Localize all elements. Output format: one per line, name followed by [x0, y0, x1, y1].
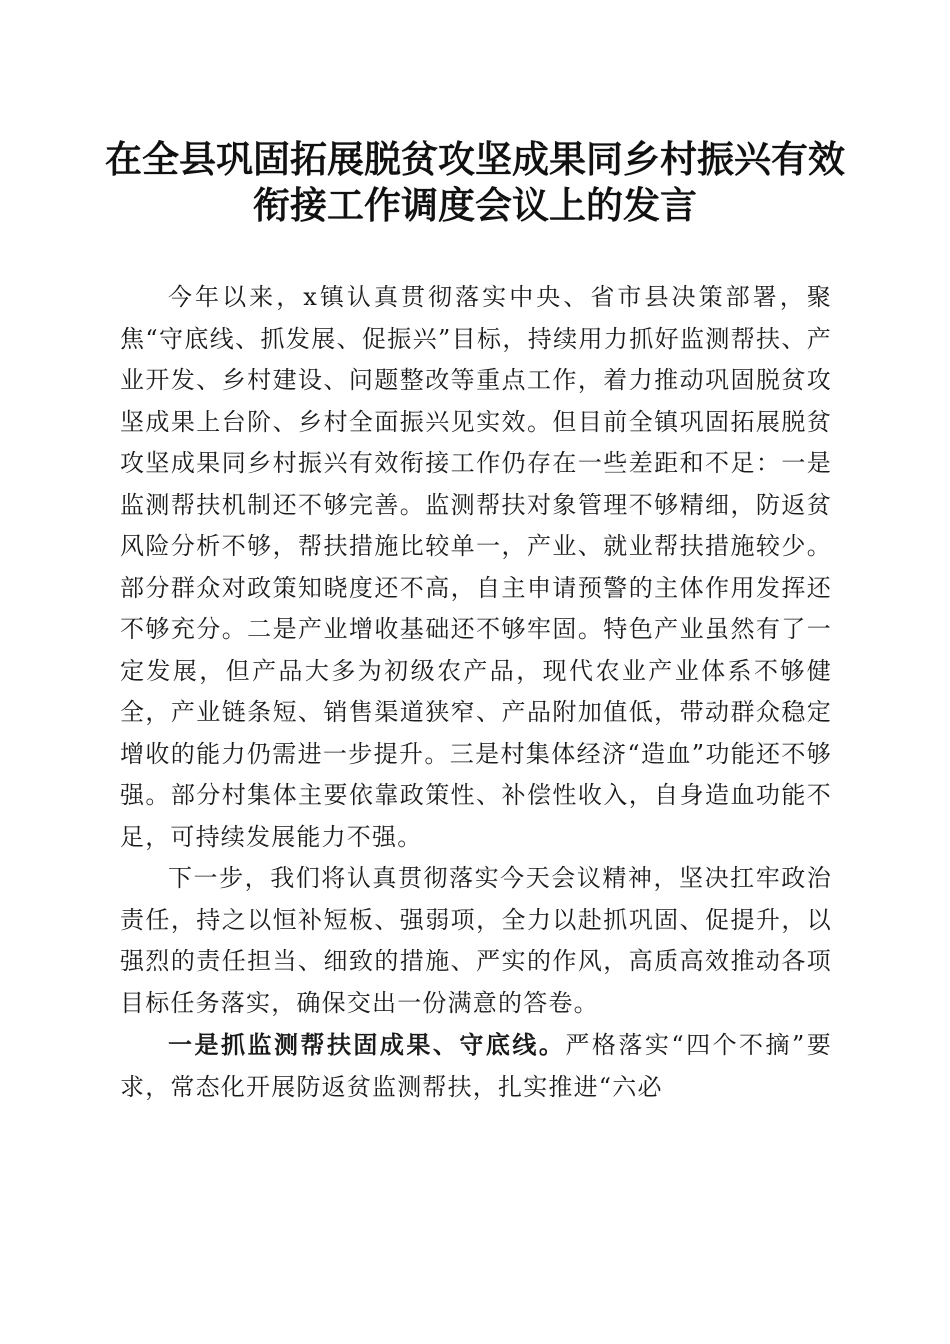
paragraph-3-lead: 一是抓监测帮扶固成果、守底线。	[168, 1030, 566, 1059]
title-line-2: 衔接工作调度会议上的发言	[253, 183, 697, 227]
paragraph-3-text: 严格落实“四个不摘”要求，常态化开展防返贫监测帮扶，扎实推进“六必	[120, 1031, 832, 1101]
paragraph-2: 下一步，我们将认真贯彻落实今天会议精神，坚决扛牢政治责任，持之以恒补短板、强弱项，全力以赴抓巩固、促提升，以强烈的责任担当、细致的措施、严实的作风，高质高效推动各项目标任务落实，确保交出一份满意的答卷。	[120, 864, 832, 1017]
paragraph-1: 今年以来，x镇认真贯彻落实中央、省市县决策部署，聚焦“守底线、抓发展、促振兴”目标，持续用力抓好监测帮扶、产业开发、乡村建设、问题整改等重点工作，着力推动巩固脱贫攻坚成果上台阶、乡村全面振兴见实效。但目前全镇巩固拓展脱贫攻坚成果同乡村振兴有效衔接工作仍存在一些差距和不足：一是监测帮扶机制还不够完善。监测帮扶对象管理不够精细，防返贫风险分析不够，帮扶措施比较单一，产业、就业帮扶措施较少。部分群众对政策知晓度还不高，自主申请预警的主体作用发挥还不够充分。二是产业增收基础还不够牢固。特色产业虽然有了一定发展，但产品大多为初级农产品，现代农业产业体系不够健全，产业链条短、销售渠道狭窄、产品附加值低，带动群众稳定增收的能力仍需进一步提升。三是村集体经济“造血”功能还不够强。部分村集体主要依靠政策性、补偿性收入，自身造血功能不足，可持续发展能力不强。	[120, 283, 832, 851]
document-title	[100, 136, 850, 228]
paragraph-3	[120, 1024, 832, 1108]
title-line-1: 在全县巩固拓展脱贫攻坚成果同乡村振兴有效	[105, 137, 845, 181]
document-body	[120, 277, 832, 1317]
